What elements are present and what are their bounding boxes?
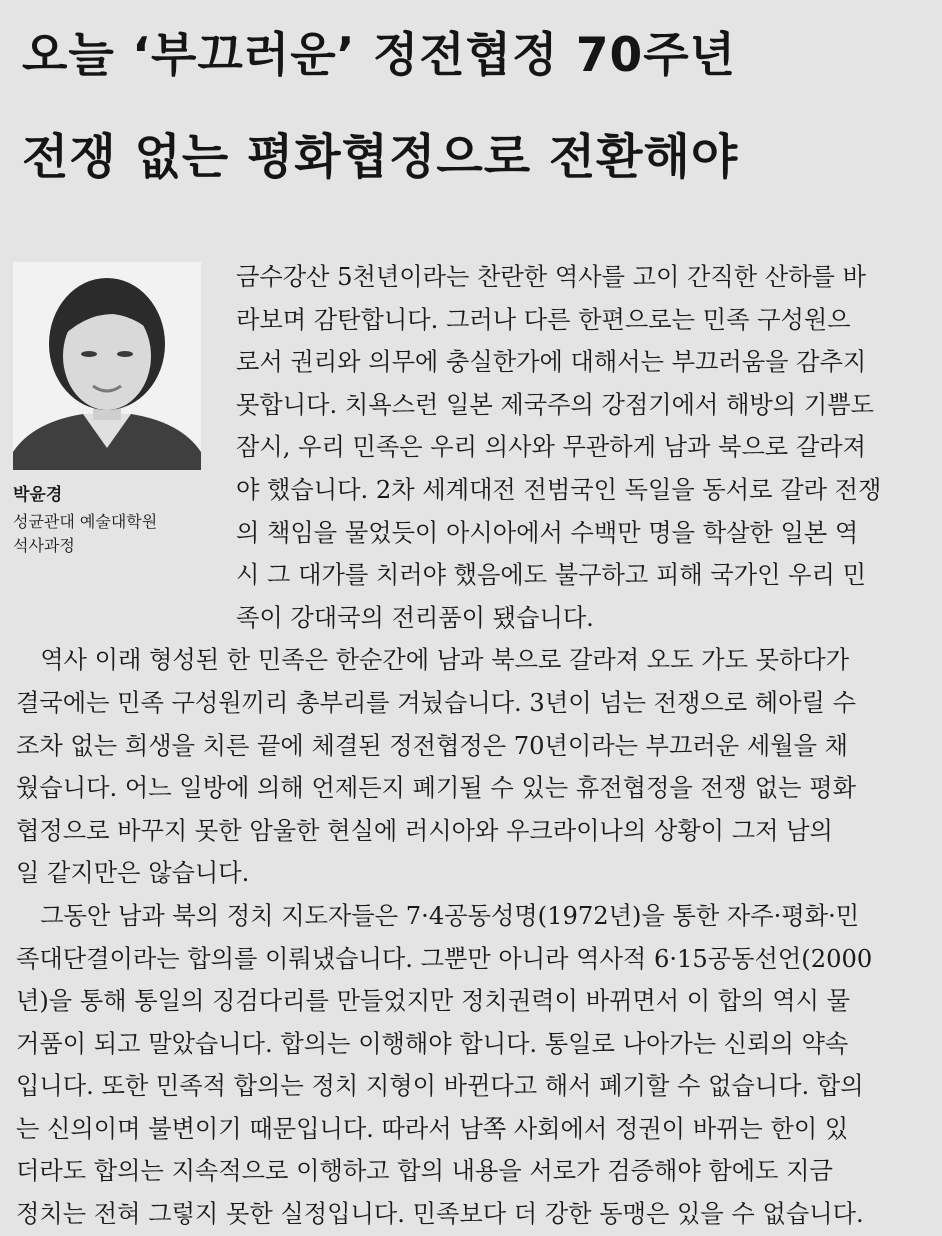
- text-line: 협정으로 바꾸지 못한 암울한 현실에 러시아와 우크라이나의 상황이 그저 남의: [16, 816, 833, 845]
- text-line: 금수강산 5천년이라는 찬란한 역사를 고이 간직한 산하를 바: [236, 263, 866, 291]
- text-line: 웠습니다. 어느 일방에 의해 언제든지 폐기될 수 있는 휴전협정을 전쟁 없는 평화: [16, 774, 856, 803]
- text-line: 거품이 되고 말았습니다. 합의는 이행해야 합니다. 통일로 나아가는 신뢰의 약속: [16, 1029, 849, 1058]
- text-line: 족이 강대국의 전리품이 됐습니다.: [236, 603, 594, 632]
- text-line: 역사 이래 형성된 한 민족은 한순간에 남과 북으로 갈라져 오도 가도 못하다가: [40, 646, 850, 675]
- text-line: 정치는 전혀 그렇지 못한 실정입니다. 민족보다 더 강한 동맹은 있을 수 없습니다.: [16, 1200, 864, 1229]
- author-name: 박윤경: [13, 485, 63, 505]
- text-line: 잠시, 우리 민족은 우리 의사와 무관하게 남과 북으로 갈라져: [236, 433, 866, 462]
- paragraph-3: [16, 895, 926, 1236]
- article-body: [16, 256, 926, 1236]
- text-line: 라보며 감탄합니다. 그러나 다른 한편으로는 민족 구성원으: [236, 305, 851, 334]
- text-line: 더라도 합의는 지속적으로 이행하고 합의 내용을 서로가 검증해야 함에도 지금: [16, 1157, 833, 1186]
- text-line: 시 그 대가를 치러야 했음에도 불구하고 피해 국가인 우리 민: [236, 561, 866, 590]
- text-line: 의 책임을 물었듯이 아시아에서 수백만 명을 학살한 일본 역: [236, 518, 859, 547]
- paragraph-1: [16, 256, 926, 639]
- text-line: 는 신의이며 불변이기 때문입니다. 따라서 남쪽 사회에서 정권이 바뀌는 한이 있: [16, 1114, 849, 1143]
- text-line: 못합니다. 치욕스런 일본 제국주의 강점기에서 해방의 기쁨도: [236, 390, 874, 419]
- text-line: 결국에는 민족 구성원끼리 총부리를 겨눴습니다. 3년이 넘는 전쟁으로 헤아릴 수: [16, 688, 856, 717]
- headline-line-1: 오늘 ‘부끄러운’ 정전협정 70주년: [22, 28, 737, 83]
- text-line: 로서 권리와 의무에 충실한가에 대해서는 부끄러움을 감추지: [236, 348, 867, 377]
- text-line: 년)을 통해 통일의 징검다리를 만들었지만 정치권력이 바뀌면서 이 합의 역시 물: [16, 987, 851, 1016]
- headline-line-2: 전쟁 없는 평화협정으로 전환해야: [22, 129, 739, 185]
- text-line: 일 같지만은 않습니다.: [16, 859, 250, 888]
- paragraph-2: [16, 639, 926, 895]
- text-line: 그동안 남과 북의 정치 지도자들은 7·4공동성명(1972년)을 통한 자주·평화·민: [40, 901, 860, 930]
- author-affiliation-1: 성균관대 예술대학원: [13, 512, 158, 531]
- author-affiliation-2: 석사과정: [13, 536, 75, 555]
- text-line: 입니다. 또한 민족적 합의는 정치 지형이 바뀐다고 해서 폐기할 수 없습니다. 합의: [16, 1072, 864, 1101]
- text-line: 족대단결이라는 합의를 이뤄냈습니다. 그뿐만 아니라 역사적 6·15공동선언(2000: [16, 944, 873, 973]
- text-line: 야 했습니다. 2차 세계대전 전범국인 독일을 동서로 갈라 전쟁: [236, 475, 882, 504]
- text-line: 조차 없는 희생을 치른 끝에 체결된 정전협정은 70년이라는 부끄러운 세월을 채: [16, 731, 848, 760]
